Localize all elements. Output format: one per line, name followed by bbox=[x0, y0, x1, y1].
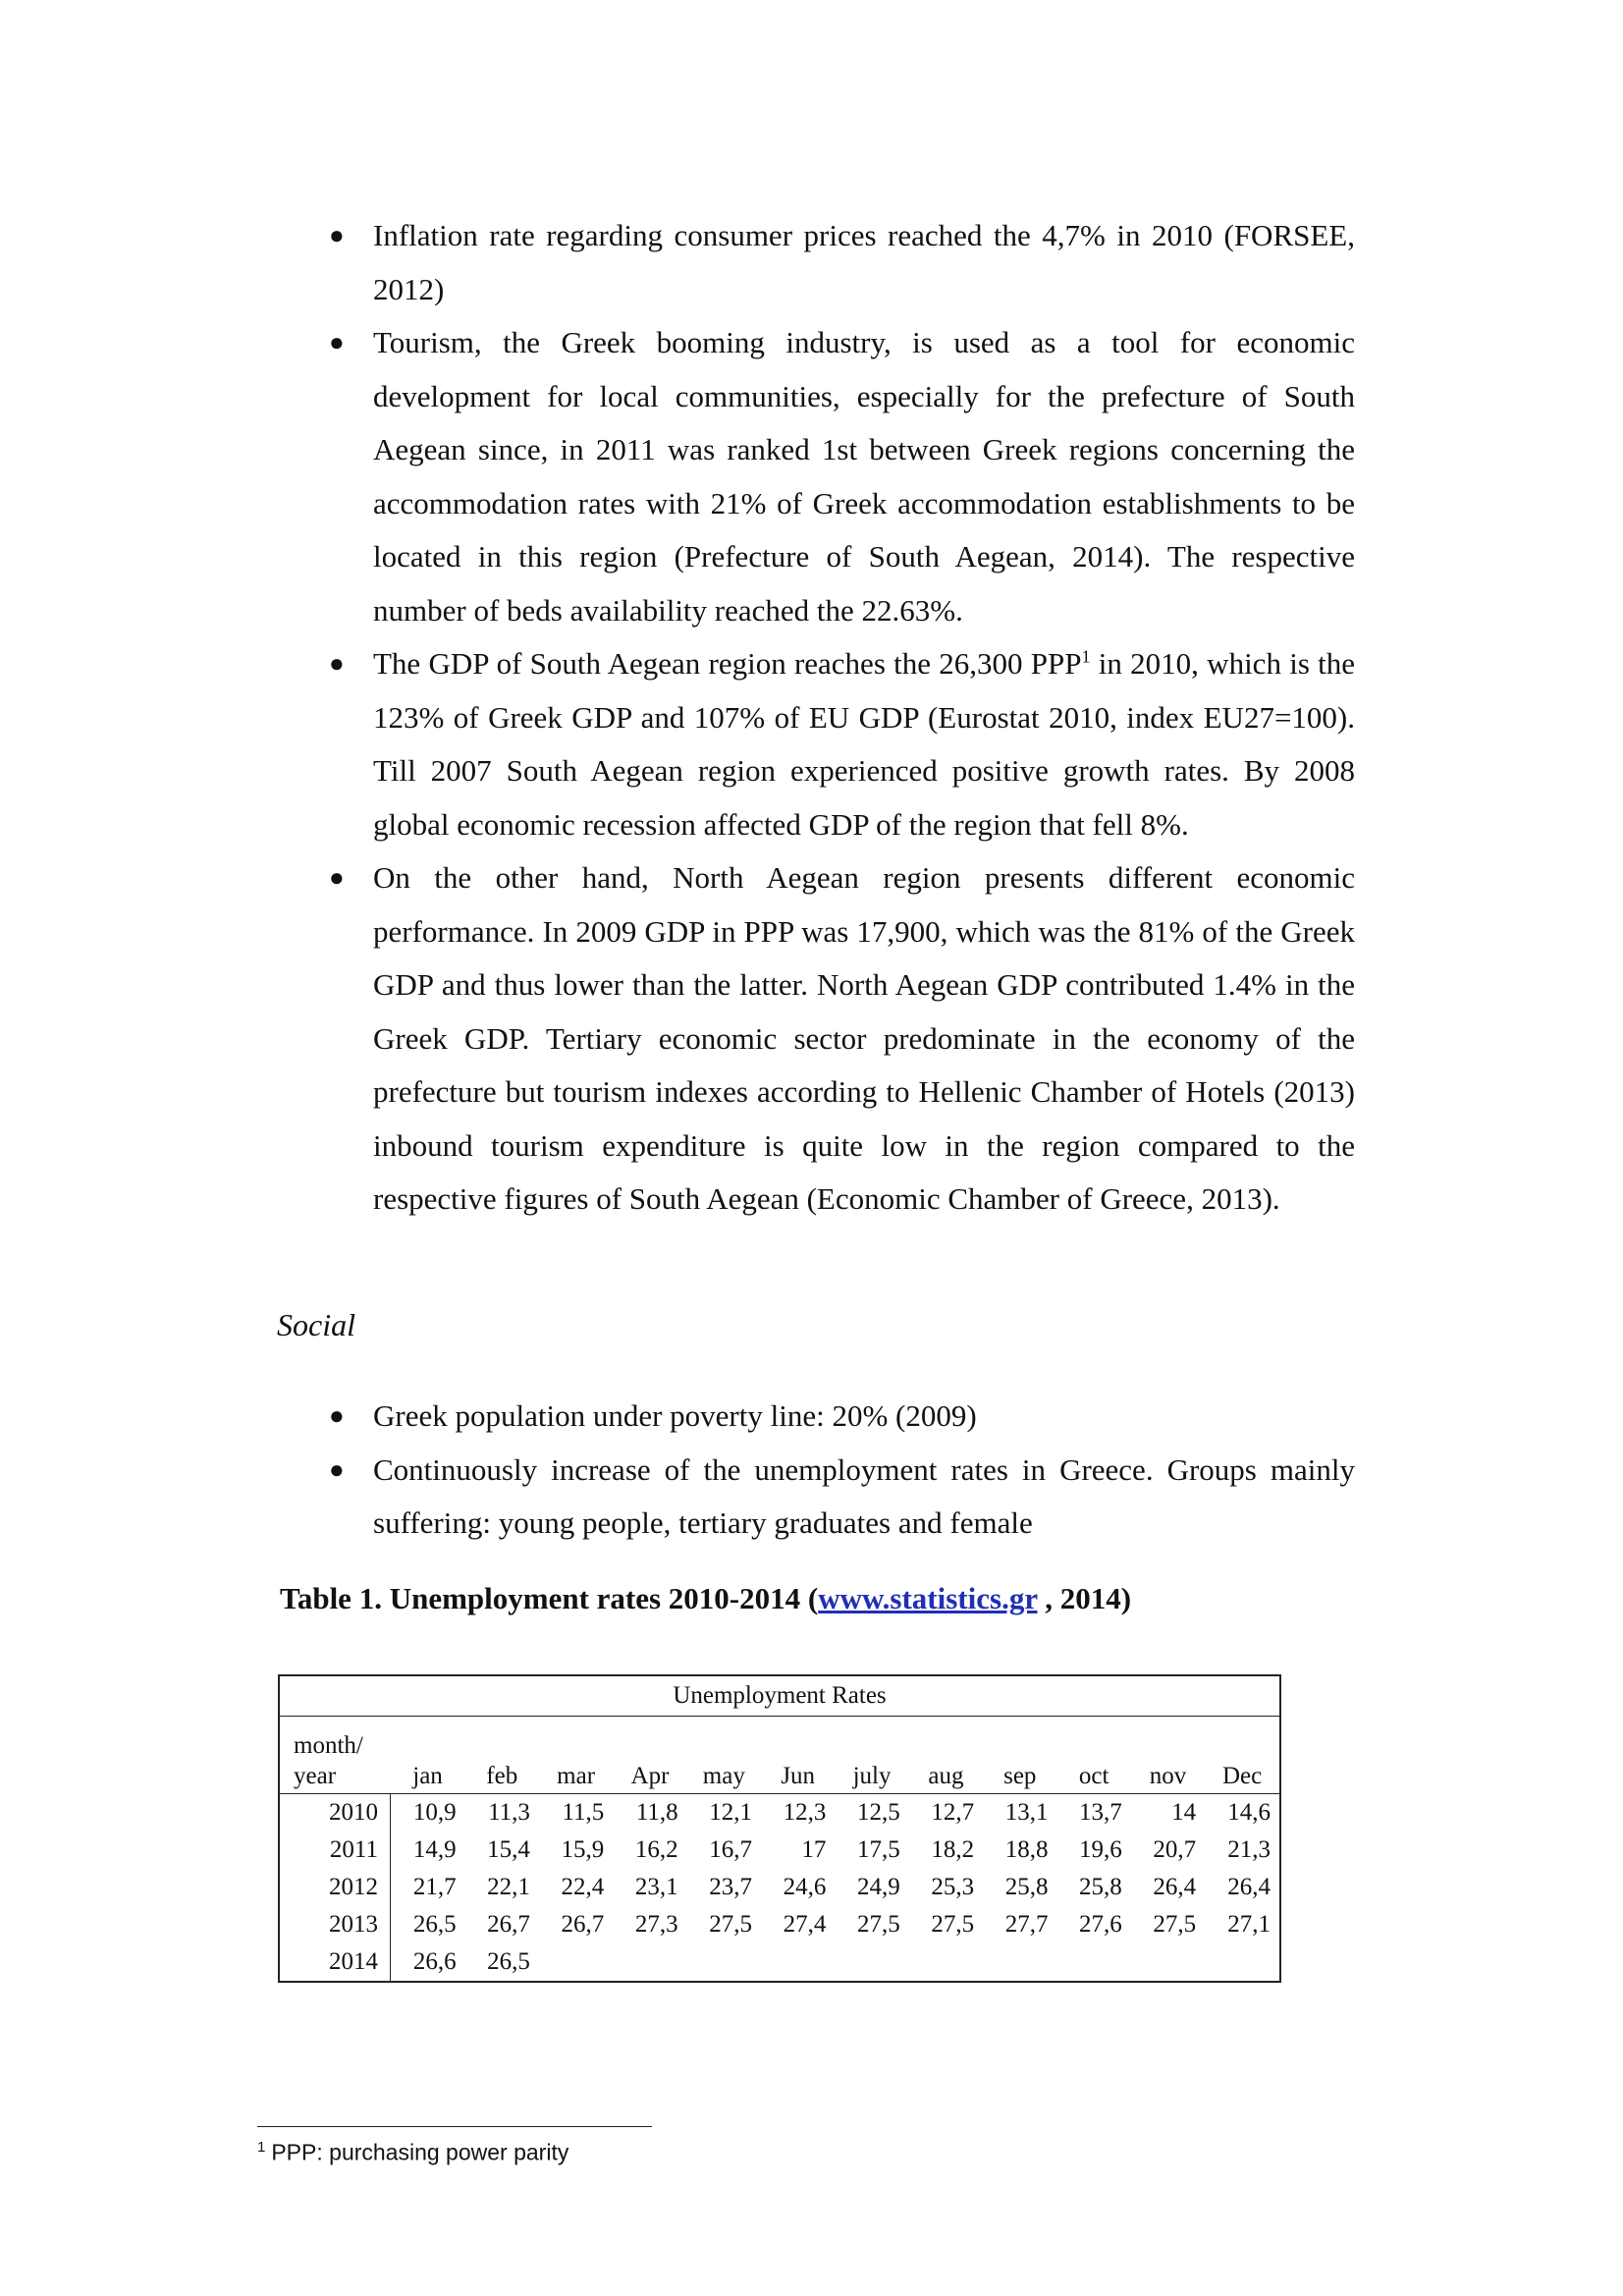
rate-cell: 23,7 bbox=[709, 1874, 752, 1900]
rate-cell: 18,8 bbox=[1004, 1836, 1049, 1863]
table-title: Unemployment Rates bbox=[279, 1675, 1280, 1717]
month-header: aug bbox=[909, 1717, 983, 1794]
social-bullet-list bbox=[275, 1390, 1355, 1551]
rate-cell: 17 bbox=[801, 1836, 827, 1863]
unemployment-table-body bbox=[279, 1675, 1280, 1982]
row-header-line1: month/ bbox=[294, 1732, 363, 1759]
rate-cell: 23,1 bbox=[634, 1874, 678, 1900]
bullet-text: Greek population under poverty line: 20% (2009) bbox=[373, 1398, 977, 1433]
bullet-tourism bbox=[275, 316, 1355, 637]
rate-cell: 12,1 bbox=[709, 1799, 752, 1826]
rate-cell bbox=[1131, 1943, 1205, 1982]
row-header-label bbox=[279, 1717, 391, 1794]
rate-cell: 27,4 bbox=[783, 1911, 827, 1938]
rate-cell: 15,4 bbox=[487, 1836, 530, 1863]
rate-cell: 22,4 bbox=[561, 1874, 605, 1900]
bullet-text: On the other hand, North Aegean region presents different economic performance. In 2009 GDP in PPP was 17,900, which was the 81% of the Greek GDP and thus lower than the latter. North Aegean GDP contributed 1.4% in the Greek GDP. Tertiary economic sector predominate in the economy of the prefecture but tourism indexes according to Hellenic Chamber of Hotels (2013) inbound tourism expenditure is quite low in the region compared to the respective figures of South Aegean (Economic Chamber of Greece, 2013). bbox=[373, 860, 1355, 1216]
footnote-mark: 1 bbox=[257, 2139, 266, 2156]
rate-cell: 10,9 bbox=[412, 1799, 457, 1826]
month-header: july bbox=[835, 1717, 908, 1794]
footnote-reference[interactable]: 1 bbox=[1081, 646, 1091, 667]
bullet-inflation bbox=[275, 209, 1355, 316]
caption-suffix: , 2014) bbox=[1037, 1581, 1132, 1615]
rate-cell: 26,6 bbox=[412, 1948, 457, 1975]
rate-cell: 26,4 bbox=[1153, 1874, 1197, 1900]
rate-cell: 14,9 bbox=[412, 1836, 457, 1863]
rate-cell: 14 bbox=[1171, 1799, 1197, 1826]
section-heading-social: Social bbox=[277, 1307, 355, 1342]
month-header: Jun bbox=[761, 1717, 835, 1794]
month-header: may bbox=[687, 1717, 761, 1794]
rate-cell: 24,6 bbox=[783, 1874, 827, 1900]
rate-cell: 25,8 bbox=[1079, 1874, 1122, 1900]
statistics-link[interactable]: www.statistics.gr bbox=[818, 1581, 1038, 1615]
rate-cell: 26,7 bbox=[561, 1911, 605, 1938]
rate-cell: 17,5 bbox=[856, 1836, 900, 1863]
rate-cell: 27,1 bbox=[1227, 1911, 1271, 1938]
row-header-line2: year bbox=[294, 1763, 337, 1789]
rate-cell: 25,3 bbox=[931, 1874, 975, 1900]
rate-cell: 11,5 bbox=[562, 1799, 605, 1826]
bullet-dot-icon: ● bbox=[329, 328, 345, 356]
rate-cell: 25,8 bbox=[1004, 1874, 1049, 1900]
rate-cell: 16,2 bbox=[634, 1836, 678, 1863]
rate-cell: 13,7 bbox=[1079, 1799, 1122, 1826]
rate-cell bbox=[1056, 1943, 1130, 1982]
rate-cell: 14,6 bbox=[1227, 1799, 1271, 1826]
year-cell: 2011 bbox=[279, 1831, 391, 1869]
rate-cell: 27,5 bbox=[856, 1911, 900, 1938]
rate-cell: 21,7 bbox=[412, 1874, 457, 1900]
rate-cell: 27,5 bbox=[1153, 1911, 1197, 1938]
rate-cell: 27,6 bbox=[1079, 1911, 1122, 1938]
table-row bbox=[279, 1831, 1280, 1869]
bullet-dot-icon: ● bbox=[329, 221, 345, 249]
month-header: mar bbox=[539, 1717, 613, 1794]
rate-cell: 18,2 bbox=[931, 1836, 975, 1863]
rate-cell: 26,5 bbox=[412, 1911, 457, 1938]
bullet-text: Continuously increase of the unemployment rates in Greece. Groups mainly suffering: young people, tertiary graduates and female bbox=[373, 1451, 1355, 1540]
bullet-dot-icon: ● bbox=[329, 649, 345, 678]
rate-cell: 11,8 bbox=[635, 1799, 678, 1826]
year-cell: 2010 bbox=[279, 1794, 391, 1832]
table-caption bbox=[280, 1581, 1131, 1616]
bullet-dot-icon: ● bbox=[329, 1401, 345, 1430]
rate-cell: 27,5 bbox=[709, 1911, 752, 1938]
rate-cell: 27,5 bbox=[931, 1911, 975, 1938]
month-header: sep bbox=[983, 1717, 1056, 1794]
bullet-north-aegean bbox=[275, 851, 1355, 1227]
year-cell: 2012 bbox=[279, 1869, 391, 1906]
rate-cell: 12,5 bbox=[856, 1799, 900, 1826]
rate-cell bbox=[909, 1943, 983, 1982]
rate-cell: 15,9 bbox=[561, 1836, 605, 1863]
rate-cell: 12,7 bbox=[931, 1799, 975, 1826]
rate-cell: 13,1 bbox=[1004, 1799, 1049, 1826]
rate-cell: 26,5 bbox=[487, 1948, 530, 1975]
bullet-south-aegean-gdp bbox=[275, 637, 1355, 851]
rate-cell: 27,7 bbox=[1004, 1911, 1049, 1938]
footnote-text: PPP: purchasing power parity bbox=[271, 2139, 569, 2165]
bullet-text-after: in 2010, which is the 123% of Greek GDP and 107% of EU GDP (Eurostat 2010, index EU27=100). Till 2007 South Aegean region experienced positive growth rates. By 2008 global economic recession affected GDP of the region that fell 8%. bbox=[373, 646, 1356, 842]
table-row bbox=[279, 1943, 1280, 1982]
unemployment-table bbox=[278, 1674, 1281, 1983]
month-header: nov bbox=[1131, 1717, 1205, 1794]
bullet-text: Inflation rate regarding consumer prices reached the 4,7% in 2010 (FORSEE, 2012) bbox=[373, 218, 1355, 306]
rate-cell: 20,7 bbox=[1153, 1836, 1197, 1863]
table-row bbox=[279, 1906, 1280, 1943]
footnote bbox=[257, 2139, 568, 2166]
year-cell: 2013 bbox=[279, 1906, 391, 1943]
rate-cell: 22,1 bbox=[487, 1874, 530, 1900]
bullet-text: Tourism, the Greek booming industry, is used as a tool for economic development for local communities, especially for the prefecture of South Aegean since, in 2011 was ranked 1st between Greek regions concerning the accommodation rates with 21% of Greek accommodation establishments to be located in this region (Prefecture of South Aegean, 2014). The respective number of beds availability reached the 22.63%. bbox=[373, 325, 1355, 628]
rate-cell: 21,3 bbox=[1227, 1836, 1271, 1863]
bullet-dot-icon: ● bbox=[329, 863, 345, 892]
rate-cell: 16,7 bbox=[709, 1836, 752, 1863]
table-row bbox=[279, 1869, 1280, 1906]
bullet-dot-icon: ● bbox=[329, 1454, 345, 1484]
month-header: oct bbox=[1056, 1717, 1130, 1794]
rate-cell: 24,9 bbox=[856, 1874, 900, 1900]
month-header: jan bbox=[391, 1717, 465, 1794]
rate-cell bbox=[835, 1943, 908, 1982]
rate-cell bbox=[613, 1943, 686, 1982]
year-cell: 2014 bbox=[279, 1943, 391, 1982]
economic-bullet-list bbox=[275, 209, 1355, 1227]
caption-prefix: Table 1. Unemployment rates 2010-2014 ( bbox=[280, 1581, 819, 1615]
rate-cell: 27,3 bbox=[634, 1911, 678, 1938]
rate-cell bbox=[983, 1943, 1056, 1982]
bullet-text-before: The GDP of South Aegean region reaches the 26,300 PPP bbox=[373, 646, 1082, 681]
table-title-row bbox=[279, 1675, 1280, 1717]
footnote-separator bbox=[257, 2126, 652, 2127]
rate-cell: 19,6 bbox=[1079, 1836, 1122, 1863]
month-header: feb bbox=[465, 1717, 539, 1794]
rate-cell bbox=[539, 1943, 613, 1982]
table-header-row bbox=[279, 1717, 1280, 1794]
rate-cell bbox=[1205, 1943, 1280, 1982]
rate-cell: 26,4 bbox=[1227, 1874, 1271, 1900]
table-row bbox=[279, 1794, 1280, 1832]
rate-cell: 26,7 bbox=[487, 1911, 530, 1938]
month-header: Apr bbox=[613, 1717, 686, 1794]
rate-cell bbox=[761, 1943, 835, 1982]
rate-cell: 12,3 bbox=[783, 1799, 827, 1826]
rate-cell bbox=[687, 1943, 761, 1982]
bullet-poverty bbox=[275, 1390, 1355, 1444]
rate-cell: 11,3 bbox=[488, 1799, 530, 1826]
bullet-unemployment bbox=[275, 1444, 1355, 1551]
month-header: Dec bbox=[1205, 1717, 1280, 1794]
